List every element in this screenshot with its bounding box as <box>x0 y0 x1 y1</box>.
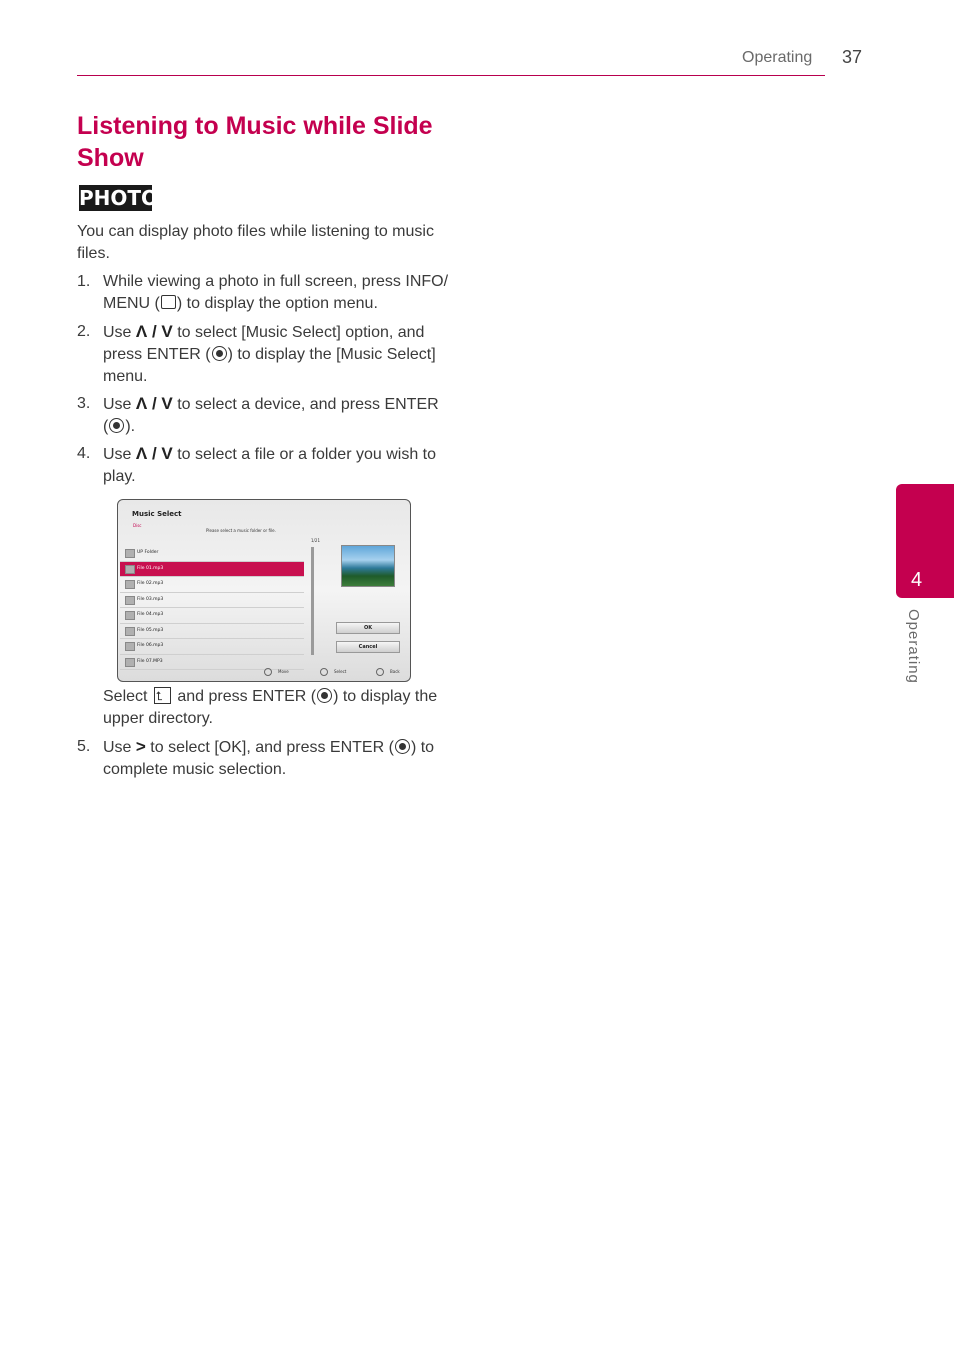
step-3-text: Use Λ / V to select a device, and press ENTER ( ). <box>103 394 439 435</box>
list-item: File 03.mp3 <box>120 593 304 609</box>
step-4-text: Use Λ / V to select a file or a folder you wish to play. <box>103 444 437 485</box>
header-rule <box>77 75 825 76</box>
page-number: 37 <box>842 47 863 67</box>
list-item: File 04.mp3 <box>120 608 304 624</box>
select-icon <box>320 668 328 676</box>
step-3-number: 3. <box>77 395 91 412</box>
music-file-icon <box>125 580 135 589</box>
select-note-text: Select ⮤ and press ENTER ( ) to display the upper directory. <box>103 686 463 730</box>
screen-title: Music Select <box>132 510 182 518</box>
music-file-icon <box>125 658 135 667</box>
step-1-number: 1. <box>77 273 91 290</box>
cancel-button: Cancel <box>336 641 400 653</box>
step-5-number: 5. <box>77 738 91 755</box>
music-select-screenshot <box>117 499 411 682</box>
ok-button: OK <box>336 622 400 634</box>
enter-icon <box>395 739 410 754</box>
scrollbar <box>311 547 314 655</box>
music-file-icon <box>125 642 135 651</box>
up-folder-icon <box>154 687 171 704</box>
enter-icon <box>109 418 124 433</box>
back-icon <box>376 668 384 676</box>
music-file-icon <box>125 611 135 620</box>
footer-move: Move <box>278 669 289 674</box>
step-2-number: 2. <box>77 323 91 340</box>
step-5-text: Use > to select [OK], and press ENTER ( ) to complete music selection. <box>103 737 435 778</box>
list-item: File 02.mp3 <box>120 577 304 593</box>
screen-subtitle: Disc <box>133 523 142 528</box>
enter-icon <box>317 688 332 703</box>
screen-prompt: Please select a music folder or file. <box>206 528 276 533</box>
footer-back: Back <box>390 669 400 674</box>
step-1-text: While viewing a photo in full screen, press INFO/ MENU ( ) to display the option menu. <box>103 273 449 312</box>
up-down-arrows-icon: Λ / V <box>135 394 173 413</box>
list-item: File 07.MP3 <box>120 655 304 671</box>
move-icon <box>264 668 272 676</box>
header-section: Operating <box>742 49 813 66</box>
photo-thumbnail <box>341 545 395 587</box>
music-file-icon <box>125 627 135 636</box>
page-title: Listening to Music while Slide Show <box>77 112 433 172</box>
list-item: UP Folder <box>120 546 304 562</box>
step-4-number: 4. <box>77 445 91 462</box>
list-item: File 01.mp3 <box>120 562 304 578</box>
right-arrow-icon: > <box>135 737 146 756</box>
info-menu-icon <box>161 295 176 309</box>
step-2-text: Use Λ / V to select [Music Select] option, and press ENTER ( ) to display the [Music Select] menu. <box>103 322 436 385</box>
folder-icon <box>125 549 135 558</box>
chapter-number: 4 <box>911 569 923 591</box>
chapter-tab <box>896 484 954 598</box>
enter-icon <box>212 346 227 361</box>
music-file-icon <box>125 565 135 574</box>
footer-select: Select <box>334 669 347 674</box>
photo-badge: PHOTO <box>79 186 159 210</box>
intro-text: You can display photo files while listening to music files. <box>77 223 434 262</box>
music-file-icon <box>125 596 135 605</box>
up-down-arrows-icon: Λ / V <box>135 322 173 341</box>
list-item: File 06.mp3 <box>120 639 304 655</box>
up-down-arrows-icon: Λ / V <box>135 444 173 463</box>
list-item: File 05.mp3 <box>120 624 304 640</box>
screen-count: 1/21 <box>311 538 320 543</box>
chapter-label: Operating <box>905 609 922 684</box>
file-list <box>120 546 304 670</box>
